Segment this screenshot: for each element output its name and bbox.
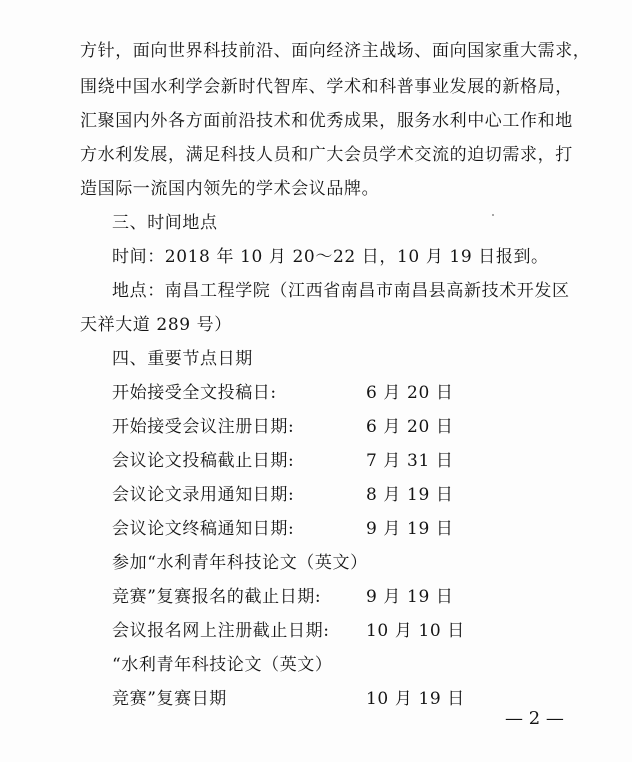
date-row-label: 会议报名网上注册截止日期: [112,621,330,641]
date-row-label: 参加“水利青年科技论文（英文） [112,553,368,573]
date-row-date: 8 月 19 日 [366,485,454,505]
date-row-label: 开始接受全文投稿日: [112,383,277,403]
paragraph-line-3: 汇聚国内外各方面前沿技术和优秀成果，服务水利中心工作和地 [80,111,573,131]
section4-heading: 四、重要节点日期 [112,349,253,369]
date-row-date: 9 月 19 日 [366,519,454,539]
date-row-date: 10 月 10 日 [366,621,465,641]
page-number: — 2 — [505,708,564,729]
date-row-label: 会议论文终稿通知日期: [112,519,295,539]
date-row-label: “水利青年科技论文（英文） [112,655,333,675]
date-row-label: 竞赛”复赛日期 [112,689,227,709]
date-row-label: 竞赛”复赛报名的截止日期: [112,587,322,607]
section3-time: 时间：2018 年 10 月 20～22 日，10 月 19 日报到。 [112,247,549,267]
date-row-date: 10 月 19 日 [366,689,465,709]
scan-speck [492,214,494,216]
date-row-label: 开始接受会议注册日期: [112,417,295,437]
paragraph-line-5: 造国际一流国内领先的学术会议品牌。 [80,179,380,199]
date-row-label: 会议论文录用通知日期: [112,485,295,505]
date-row-label: 会议论文投稿截止日期: [112,451,295,471]
paragraph-line-1: 方针，面向世界科技前沿、面向经济主战场、面向国家重大需求， [80,41,591,61]
date-row-date: 6 月 20 日 [366,383,454,403]
date-row-date: 9 月 19 日 [366,587,454,607]
section3-place-line2: 天祥大道 289 号） [80,315,232,335]
date-row-date: 6 月 20 日 [366,417,454,437]
section3-heading: 三、时间地点 [112,213,218,233]
paragraph-line-2: 围绕中国水利学会新时代智库、学术和科普事业发展的新格局， [80,77,573,97]
paragraph-line-4: 方水利发展，满足科技人员和广大会员学术交流的迫切需求，打 [80,145,573,165]
date-row-date: 7 月 31 日 [366,451,454,471]
section3-place-line1: 地点：南昌工程学院（江西省南昌市南昌县高新技术开发区 [112,281,570,301]
